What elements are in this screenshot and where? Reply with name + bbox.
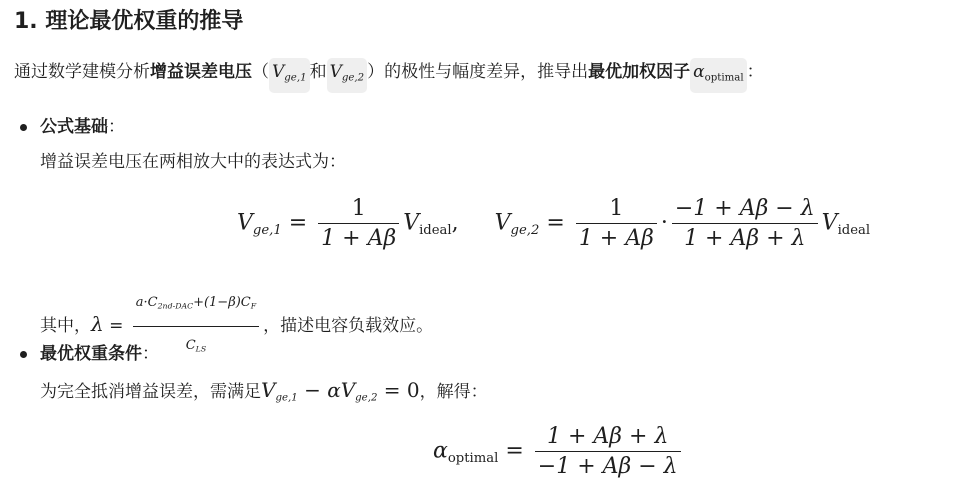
lambda-num-rest: +(1−β)C [193,295,251,310]
alpha-optimal-formula [433,424,685,479]
f2-den: −1 + Aβ − λ [537,454,678,479]
bullet2-description [40,376,488,413]
bullet2-title: 最优权重条件 [40,344,142,364]
where-prefix: 其中， [40,316,91,337]
f2-eq: = [505,438,524,464]
f2-num: 1 + Aβ + λ [535,424,681,452]
bullet-optimal-condition [40,340,159,368]
intro-middle-text: 的极性与幅度差异，推导出 [384,62,589,82]
f1-frac1 [318,196,399,251]
intro-text: 通过数学建模分析 [14,62,150,82]
f1-frac2-num: 1 [576,196,657,224]
bullet2-colon: ： [142,344,159,364]
lambda-den-sub: LS [195,344,207,354]
bullet2-desc-suffix: ，解得： [419,382,488,402]
lambda-eq: = [109,316,124,337]
cond-mid: − αV [297,378,356,402]
f1-frac3-num: −1 + Aβ − λ [672,196,818,224]
lambda-num-text: a·C [135,295,158,310]
f2-fraction [535,424,681,479]
f1-frac3 [672,196,818,251]
f2-lhs: α [433,438,448,464]
and-text: 和 [309,62,327,82]
f1-lhs1-sub: ge,1 [252,223,282,239]
f1-frac3-den: 1 + Aβ + λ [684,226,806,251]
intro-bold-gain-error: 增益误差电压 [150,62,252,82]
bullet1-description: 增益误差电压在两相放大中的表达式为： [40,152,346,172]
f2-lhs-sub: optimal [447,451,499,467]
paren-open: （ [252,62,269,82]
intro-colon: ： [746,62,764,82]
intro-paragraph [14,58,764,93]
lambda-num-sub: 2nd-DAC [157,301,194,311]
where-suffix: ，描述电容负载效应。 [263,316,434,337]
f1-frac1-den: 1 + Aβ [321,226,397,251]
alpha-symbol: α [693,62,705,82]
cond-end: = 0 [377,378,420,402]
gain-error-formulas [237,196,870,251]
intro-bold-optimal-factor: 最优加权因子 [588,62,691,82]
lambda-symbol: λ [91,312,104,337]
lambda-num-sub2: F [250,301,257,311]
f1-frac2 [576,196,657,251]
bullet1-title: 公式基础 [40,117,108,137]
f1-rhs2: V [821,210,838,236]
f1-eq2: = [546,210,565,236]
paren-close: ） [367,62,385,82]
cond-v2-sub: ge,2 [355,392,378,404]
bullet-dot [20,124,27,131]
f1-dot: · [660,210,668,236]
section-heading: 1. 理论最优权重的推导 [14,9,244,34]
f1-frac2-den: 1 + Aβ [578,226,654,251]
bullet1-colon: ： [108,117,125,137]
cond-v1-sub: ge,1 [275,392,298,404]
f1-lhs1: V [237,210,253,236]
f1-frac1-num: 1 [318,196,399,224]
vge1-symbol: V [272,62,285,82]
vge1-subscript: ge,1 [284,72,307,84]
cond-v1: V [261,378,276,402]
f1-lhs2: V [494,210,511,236]
vge2-symbol: V [329,62,342,82]
vge2-subscript: ge,2 [341,72,365,84]
f1-comma: , [451,210,459,236]
f1-rhs1: V [403,210,420,236]
bullet2-desc-prefix: 为完全抵消增益误差，需满足 [40,382,261,402]
alpha-subscript: optimal [704,72,744,84]
lambda-den-text: C [185,337,196,353]
vge1-inline [269,58,310,93]
alpha-optimal-inline [690,58,746,93]
lambda-num [133,286,259,327]
vge2-inline [327,58,368,93]
bullet-formula-basis [40,113,125,141]
f1-lhs2-sub: ge,2 [510,223,540,239]
f1-eq1: = [288,210,308,236]
f1-rhs2-sub: ideal [837,223,871,239]
f1-rhs1-sub: ideal [419,223,452,239]
bullet-dot [20,351,27,358]
